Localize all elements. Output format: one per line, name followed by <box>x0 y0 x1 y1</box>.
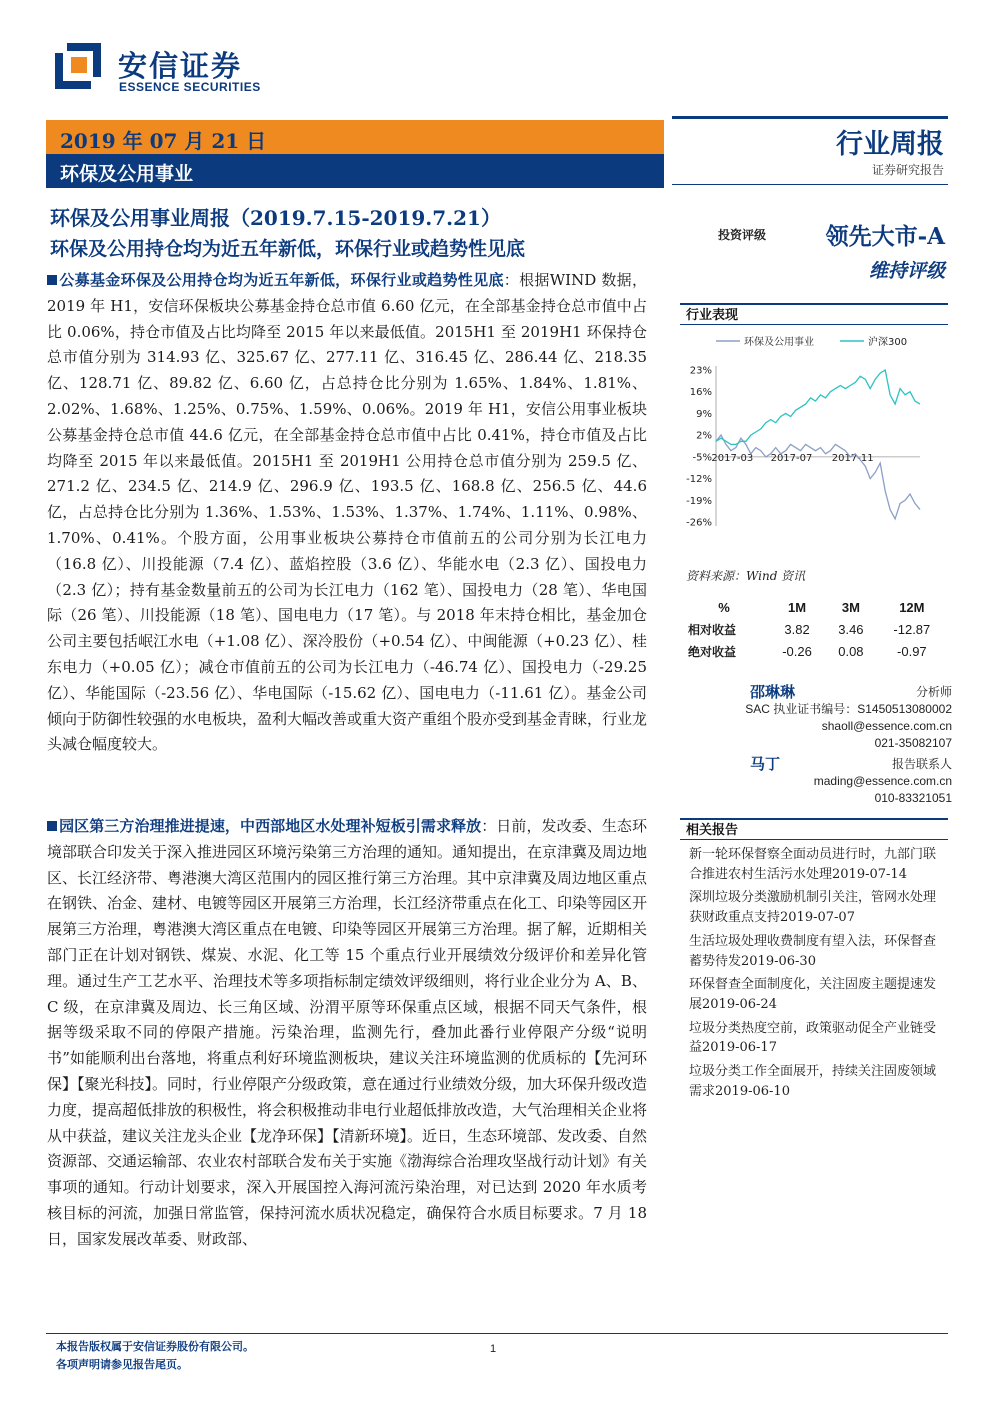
analyst-card <box>690 684 952 750</box>
analyst-phone: 021-35082107 <box>874 736 952 750</box>
paragraph-text: ：日前，发改委、生态环境部联合印发关于深入推进园区环境污染第三方治理的通知。通知提出，在京津冀及周边地区、长江经济带、粤港澳大湾区范围内的园区推行第三方治理。其中京津冀及周边地区重点在钢铁、冶金、建材、电镀等园区开展第三方治理，长江经济带重点在化工、印染等园区开展第三方治理，粤港澳大湾区重点在电镀、印染等园区开展第三方治理。据了解，近期相关部门正在计划对钢铁、煤炭、水泥、化工等 15 个重点行业开展绩效分级评价和差异化管理。通过生产工艺水平、治理技术等多项指标制定绩效评级细则，将行业企业分为 A、B、C 级，在京津冀及周边、长三角区域、汾渭平原等环保重点区域，根据不同天气条件，根据等级采取不同的停限产措施。污染治理，监测先行，叠加此番行业停限产分级“说明书”如能顺利出台落地，将重点利好环境监测板块，建议关注环境监测的优质标的【先河环保】【聚光科技】。同时，行业停限产分级政策，意在通过行业绩效分级，加大环保升级改造力度，提高超低排放的积极性，将会积极推动非电行业超低排放改造，大气治理相关企业将从中获益，建议关注龙头企业【龙净环保】【清新环境】。近日，生态环境部、发改委、自然资源部、交通运输部、农业农村部联合发布关于实施《渤海综合治理攻坚战行动计划》有关事项的通知。行动计划要求，深入开展国控入海河流污染治理，对已达到 2020 年水质考核目标的河流，加强日常监管，保持河流水质状况稳定，确保符合水质目标要求。7 月 18 日，国家发展改革委、财政部、 <box>47 817 648 1248</box>
legend-label-sector: 环保及公用事业 <box>744 337 814 348</box>
related-reports-list <box>689 845 947 1105</box>
related-report-date: 2019-06-17 <box>702 1040 777 1056</box>
related-report-date: 2019-07-07 <box>780 910 855 926</box>
table-cell: -0.26 <box>782 643 812 659</box>
rating-label: 投资评级 <box>718 228 767 242</box>
contact-email[interactable]: mading@essence.com.cn <box>813 774 952 788</box>
contact-card <box>690 756 952 804</box>
row-label: 绝对收益 <box>688 644 737 659</box>
footer-disclaimer: 各项声明请参见报告尾页。 <box>56 1358 188 1371</box>
table-cell: -0.97 <box>897 643 927 659</box>
x-tick-label: 2017-11 <box>831 452 874 464</box>
y-tick-label: 2% <box>696 430 712 442</box>
x-tick-label: 2017-03 <box>711 452 754 464</box>
table-cell: -12.87 <box>893 621 931 637</box>
report-subtype: 证券研究报告 <box>871 163 944 177</box>
legend-label-hs300: 沪深300 <box>868 337 908 348</box>
analyst-email[interactable]: shaoll@essence.com.cn <box>821 719 952 733</box>
row-label: 相对收益 <box>688 622 737 637</box>
performance-chart <box>680 330 948 560</box>
y-tick-label: -12% <box>686 474 712 486</box>
series-line-hs300 <box>716 370 920 444</box>
header-rule-thin <box>672 184 948 185</box>
chart-legend <box>716 335 907 348</box>
table-header-cell: 12M <box>899 599 925 615</box>
footer-copyright: 本报告版权属于安信证券股份有限公司。 <box>56 1340 254 1353</box>
bullet-square-icon <box>47 821 57 831</box>
paragraph-lead: 园区第三方治理推进提速，中西部地区水处理补短板引需求释放 <box>59 817 482 835</box>
y-tick-label: 9% <box>696 408 712 420</box>
related-report-item[interactable] <box>689 975 947 1014</box>
y-tick-label: -26% <box>686 517 712 529</box>
report-date: 2019 年 07 月 21 日 <box>60 129 267 153</box>
analyst-role: 分析师 <box>915 685 952 699</box>
related-report-date: 2019-06-10 <box>715 1083 790 1099</box>
y-tick-label: 16% <box>689 387 712 399</box>
performance-table <box>680 596 948 662</box>
brand-name-en: ESSENCE SECURITIES <box>119 80 261 94</box>
related-report-title: 生活垃圾处理收费制度有望入法，环保督查蓄势待发 <box>689 933 937 969</box>
y-tick-label: -19% <box>686 495 712 507</box>
table-header-cell: % <box>718 599 730 615</box>
body-paragraph-1 <box>47 268 647 758</box>
contact-phone: 010-83321051 <box>874 791 952 805</box>
related-report-item[interactable] <box>689 1062 947 1101</box>
series-line-sector <box>716 435 920 519</box>
contact-name: 马丁 <box>750 755 781 773</box>
related-report-date: 2019-07-14 <box>832 866 907 882</box>
x-tick-label: 2017-07 <box>770 452 813 464</box>
related-report-title: 垃圾分类热度空前，政策驱动促全产业链受益 <box>689 1020 937 1056</box>
related-report-item[interactable] <box>689 932 947 971</box>
related-report-title: 深圳垃圾分类激励机制引关注，管网水处理获财政重点支持 <box>689 890 937 926</box>
table-header-row <box>680 596 948 618</box>
related-report-item[interactable] <box>689 1019 947 1058</box>
table-cell: 3.46 <box>838 621 864 637</box>
chart-source: 资料来源：Wind 资讯 <box>686 569 806 583</box>
bullet-square-icon <box>47 275 57 285</box>
analyst-cert: SAC 执业证书编号：S1450513080002 <box>745 702 952 716</box>
related-reports-heading: 相关报告 <box>680 818 948 840</box>
related-report-title: 环保督查全面制度化，关注固废主题提速发展 <box>689 977 937 1012</box>
page-number: 1 <box>490 1343 497 1355</box>
table-cell: 0.08 <box>838 643 864 659</box>
related-report-title: 垃圾分类工作全面展开，持续关注固废领域需求 <box>689 1064 937 1099</box>
page-title: 环保及公用事业周报（2019.7.15-2019.7.21） <box>50 206 501 230</box>
footer-rule <box>46 1333 948 1334</box>
y-tick-label: -5% <box>692 452 712 464</box>
related-report-date: 2019-06-30 <box>741 953 816 969</box>
related-report-date: 2019-06-24 <box>702 996 777 1012</box>
industry-performance-heading: 行业表现 <box>680 303 948 325</box>
y-tick-label: 23% <box>689 365 712 377</box>
table-row <box>680 640 948 662</box>
rating-value: 领先大市-A <box>825 223 945 250</box>
table-cell: 3.82 <box>784 621 810 637</box>
table-header-cell: 3M <box>841 599 860 615</box>
header-rule <box>672 116 948 119</box>
related-report-item[interactable] <box>689 845 947 884</box>
related-report-title: 新一轮环保督察全面动员进行时，九部门联合推进农村生活污水处理 <box>689 847 937 882</box>
paragraph-lead: 公募基金环保及公用持仓均为近五年新低，环保行业或趋势性见底 <box>59 271 504 289</box>
related-report-item[interactable] <box>689 888 947 927</box>
essence-logo-icon <box>55 43 101 89</box>
report-type: 行业周报 <box>836 129 944 160</box>
body-paragraph-2 <box>47 814 647 1253</box>
rating-action: 维持评级 <box>868 260 945 282</box>
brand-name-cn: 安信证券 <box>118 49 243 83</box>
table-header-cell: 1M <box>788 599 807 615</box>
contact-role: 报告联系人 <box>891 757 952 771</box>
analyst-name: 邵琳琳 <box>750 683 796 701</box>
sector-name: 环保及公用事业 <box>60 163 194 185</box>
paragraph-text: ：根据WIND 数据，2019 年 H1，安信环保板块公募基金持仓总市值 6.60 亿元，在全部基金持仓总市值中占比 0.06%，持仓市值及占比均降至 2015 年以来最低值。2015H1 至 2019H1 环保持仓总市值分别为 314.93 亿、325.67 亿、277.11 亿、316.45 亿、286.44 亿、218.35 亿、128.71 亿、89.82 亿、6.60 亿，占总持仓比分别为 1.65%、1.84%、1.81%、2.02%、1.68%、1.25%、0.75%、1.59%、0.06%。2019 年 H1，安信公用事业板块公募基金持仓总市值 44.6 亿元，在全部基金持仓总市值中占比 0.41%，持仓市值及占比均降至 2015 年以来最低值。2015H1 至 2019H1 公用持仓总市值分别为 259.5 亿、271.2 亿、234.5 亿、214.9 亿、296.9 亿、193.5 亿、168.8 亿、256.5 亿、44.6 亿，占总持仓比分别为 1.36%、1.53%、1.53%、1.37%、1.74%、1.11%、0.98%、1.70%、0.41%。个股方面，公用事业板块公募持仓市值前五的公司分别为长江电力（16.8 亿）、川投能源（7.4 亿）、蓝焰控股（3.6 亿）、华能水电（2.3 亿）、国投电力（2.3 亿）；持有基金数量前五的公司为长江电力（162 笔）、国投电力（28 笔）、华电国际（26 笔）、川投能源（18 笔）、国电电力（17 笔）。与 2018 年末持仓相比，基金加仓公司主要包括岷江水电（+1.08 亿）、深冷股份（+0.54 亿）、中闽能源（+0.23 亿）、桂东电力（+0.05 亿）；减仓市值前五的公司为长江电力（-46.74 亿）、国投电力（-29.25 亿）、华能国际（-23.56 亿）、华电国际（-15.62 亿）、国电电力（-11.61 亿）。基金公司倾向于防御性较强的水电板块，盈利大幅改善或重大资产重组个股亦受到基金青睐，行业龙头减仓幅度较大。 <box>47 271 648 754</box>
page-subtitle: 环保及公用持仓均为近五年新低，环保行业或趋势性见底 <box>50 238 526 260</box>
table-row <box>680 618 948 640</box>
